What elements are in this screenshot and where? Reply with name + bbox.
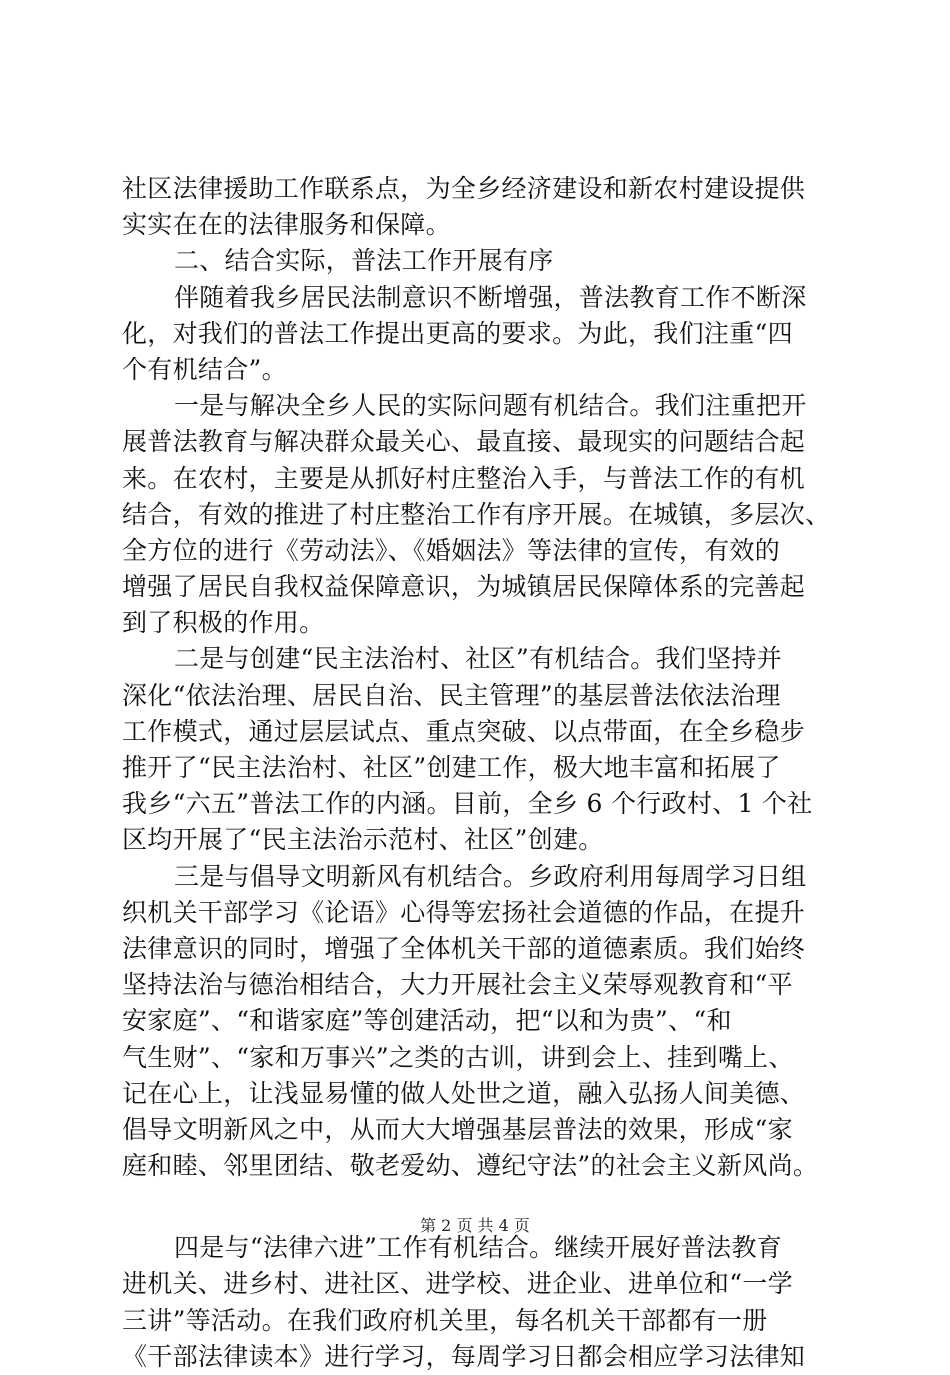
text-line: 记在心上，让浅显易懂的做人处世之道，融入弘扬人间美德、 (122, 1078, 806, 1108)
text-line: 到了积极的作用。 (122, 608, 325, 638)
page-number: 第 2 页 共 4 页 (420, 1216, 530, 1235)
text-line: 庭和睦、邻里团结、敬老爱幼、遵纪守法”的社会主义新风尚。 (122, 1151, 819, 1181)
page-footer (0, 1216, 950, 1236)
text-line: 法律意识的同时，增强了全体机关干部的道德素质。我们始终 (122, 933, 806, 963)
text-line: 《干部法律读本》进行学习，每周学习日都会相应学习法律知 (122, 1341, 806, 1371)
text-line: 三是与倡导文明新风有机结合。乡政府利用每周学习日组 (174, 861, 807, 891)
text-line: 安家庭”、“和谐家庭”等创建活动，把“以和为贵”、“和 (122, 1006, 732, 1036)
text-line: 全方位的进行《劳动法》、《婚姻法》等法律的宣传，有效的 (122, 535, 781, 565)
text-line: 结合，有效的推进了村庄整治工作有序开展。在城镇，多层次、 (122, 499, 831, 529)
text-line: 来。在农村，主要是从抓好村庄整治入手，与普法工作的有机 (122, 463, 806, 493)
document-body (122, 171, 842, 1375)
text-line: 社区法律援助工作联系点，为全乡经济建设和新农村建设提供 (122, 174, 806, 203)
text-line: 进机关、进乡村、进社区、进学校、进企业、进单位和“一学 (122, 1269, 793, 1299)
text-line: 一是与解决全乡人民的实际问题有机结合。我们注重把开 (174, 391, 807, 421)
text-line: 二是与创建“民主法治村、社区”有机结合。我们坚持并 (174, 644, 783, 674)
text-line: 我乡“六五”普法工作的内涵。目前，全乡 6 个行政村、1 个社 (122, 789, 813, 819)
text-line: 个有机结合”。 (122, 354, 287, 384)
text-line: 倡导文明新风之中，从而大大增强基层普法的效果，形成“家 (122, 1114, 793, 1144)
text-line: 三讲”等活动。在我们政府机关里，每名机关干部都有一册 (122, 1305, 768, 1335)
text-line: 化，对我们的普法工作提出更高的要求。为此，我们注重“四 (122, 318, 793, 348)
text-line: 织机关干部学习《论语》心得等宏扬社会道德的作品，在提升 (122, 897, 806, 927)
text-line: 展普法教育与解决群众最关心、最直接、最现实的问题结合起 (122, 427, 806, 457)
text-line: 深化“依法治理、居民自治、民主管理”的基层普法依法治理 (122, 680, 781, 710)
text-line: 实实在在的法律服务和保障。 (122, 210, 451, 240)
text-line: 推开了“民主法治村、社区”创建工作，极大地丰富和拓展了 (122, 753, 781, 782)
text-line: 四是与“法律六进”工作有机结合。继续开展好普法教育 (174, 1233, 783, 1263)
section-heading: 二、结合实际，普法工作开展有序 (174, 246, 554, 276)
text-line: 区均开展了“民主法治示范村、社区”创建。 (122, 825, 604, 855)
text-line: 工作模式，通过层层试点、重点突破、以点带面，在全乡稳步 (122, 716, 806, 746)
text-line: 坚持法治与德治相结合，大力开展社会主义荣辱观教育和“平 (122, 970, 793, 1000)
text-line: 气生财”、“家和万事兴”之类的古训，讲到会上、挂到嘴上、 (122, 1042, 794, 1072)
text-line: 伴随着我乡居民法制意识不断增强，普法教育工作不断深 (174, 282, 807, 312)
text-line: 增强了居民自我权益保障意识，为城镇居民保障体系的完善起 (122, 572, 806, 602)
